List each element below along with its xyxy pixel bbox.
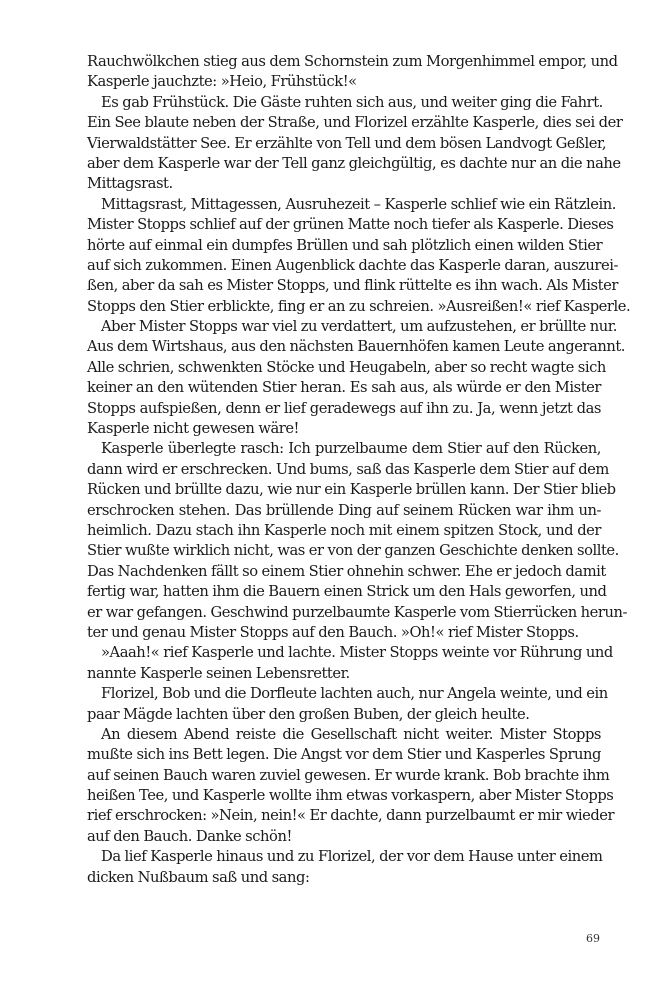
text-line: Alle schrien, schwenkten Stöcke und Heugabeln, aber so recht wagte sich <box>87 358 606 376</box>
text-line: erschrocken stehen. Das brüllende Ding auf seinem Rücken war ihm un- <box>87 501 601 519</box>
text-line: paar Mägde lachten über den großen Buben, der gleich heulte. <box>87 705 530 723</box>
text-line: rief erschrocken: »Nein, nein!« Er dachte, dann purzelbaumt er mir wieder <box>87 807 615 825</box>
text-line: »Aaah!« rief Kasperle und lachte. Mister Stopps weinte vor Rührung und <box>101 644 613 662</box>
text-line: Aber Mister Stopps war viel zu verdattert, um aufzustehen, er brüllte nur. <box>101 318 617 336</box>
text-line: Stopps den Stier erblickte, fing er an zu schreien. »Ausreißen!« rief Kasperle. <box>87 297 631 315</box>
paragraph <box>87 847 601 888</box>
text-line: Stier wußte wirklich nicht, was er von der ganzen Geschichte denken sollte. <box>87 542 619 560</box>
paragraph <box>87 93 623 195</box>
text-line: hörte auf einmal ein dumpfes Brüllen und sah plötzlich einen wilden Stier <box>87 236 603 254</box>
text-line: Vierwaldstätter See. Er erzählte von Tell und dem bösen Landvogt Geßler, <box>87 134 607 152</box>
text-line: Rücken und brüllte dazu, wie nur ein Kasperle brüllen kann. Der Stier blieb <box>87 481 616 499</box>
text-line: mußte sich ins Bett legen. Die Angst vor dem Stier und Kasperles Sprung <box>87 746 601 764</box>
text-line: Kasperle nicht gewesen wäre! <box>87 420 300 438</box>
text-line: Da lief Kasperle hinaus und zu Florizel, der vor dem Hause unter einem <box>101 848 603 866</box>
text-line: auf sich zukommen. Einen Augenblick dachte das Kasperle daran, auszurei- <box>87 256 618 274</box>
paragraph <box>87 684 608 725</box>
text-line: auf den Bauch. Danke schön! <box>87 827 292 845</box>
text-line: Kasperle jauchzte: »Heio, Frühstück!« <box>87 73 357 91</box>
paragraph <box>87 643 613 684</box>
text-line: Mittagsrast. <box>87 175 173 193</box>
text-line: heißen Tee, und Kasperle wollte ihm etwas vorkaspern, aber Mister Stopps <box>87 787 614 805</box>
text-line: Das Nachdenken fällt so einem Stier ohnehin schwer. Ehe er jedoch damit <box>87 562 606 580</box>
text-line: er war gefangen. Geschwind purzelbaumte Kasperle vom Stierrücken herun- <box>87 603 627 621</box>
text-line: Rauchwölkchen stieg aus dem Schornstein zum Morgenhimmel empor, und <box>87 53 618 70</box>
text-line: Florizel, Bob und die Dorfleute lachten auch, nur Angela weinte, und ein <box>101 685 608 703</box>
text-line: Stopps aufspießen, denn er lief geradewegs auf ihn zu. Ja, wenn jetzt das <box>87 399 601 417</box>
paragraph <box>87 195 631 317</box>
text-line: Aus dem Wirtshaus, aus den nächsten Bauernhöfen kamen Leute angerannt. <box>87 338 626 356</box>
text-line: keiner an den wütenden Stier heran. Es sah aus, als würde er den Mister <box>87 379 601 397</box>
text-line: Ein See blaute neben der Straße, und Florizel erzählte Kasperle, dies sei der <box>87 114 623 132</box>
text-line: auf seinen Bauch waren zuviel gewesen. Er wurde krank. Bob brachte ihm <box>87 766 610 784</box>
text-line: ßen, aber da sah es Mister Stopps, und flink rüttelte es ihn wach. Als Mister <box>87 277 618 295</box>
text-line: An diesem Abend reiste die Gesellschaft nicht weiter. Mister Stopps <box>101 725 601 743</box>
text-line: dicken Nußbaum saß und sang: <box>87 868 310 886</box>
text-line: dann wird er erschrecken. Und bums, saß das Kasperle dem Stier auf dem <box>87 460 609 478</box>
paragraph <box>87 725 615 847</box>
paragraph <box>87 439 627 643</box>
text-line: Es gab Frühstück. Die Gäste ruhten sich aus, und weiter ging die Fahrt. <box>101 93 603 111</box>
body-text <box>87 52 631 888</box>
text-line: fertig war, hatten ihm die Bauern einen Strick um den Hals geworfen, und <box>87 583 607 601</box>
text-line: ter und genau Mister Stopps auf den Bauch. »Oh!« rief Mister Stopps. <box>87 623 579 641</box>
page-number: 69 <box>586 932 600 945</box>
paragraph <box>87 317 626 439</box>
text-line: nannte Kasperle seinen Lebensretter. <box>87 664 350 682</box>
text-line: Kasperle überlegte rasch: Ich purzelbaume dem Stier auf den Rücken, <box>101 440 601 458</box>
text-line: heimlich. Dazu stach ihn Kasperle noch mit einem spitzen Stock, und der <box>87 521 601 539</box>
text-line: aber dem Kasperle war der Tell ganz gleichgültig, es dachte nur an die nahe <box>87 154 621 172</box>
text-line: Mittagsrast, Mittagessen, Ausruhezeit – Kasperle schlief wie ein Rätzlein. <box>101 195 617 213</box>
text-line: Mister Stopps schlief auf der grünen Matte noch tiefer als Kasperle. Dieses <box>87 216 614 234</box>
paragraph <box>87 52 618 93</box>
